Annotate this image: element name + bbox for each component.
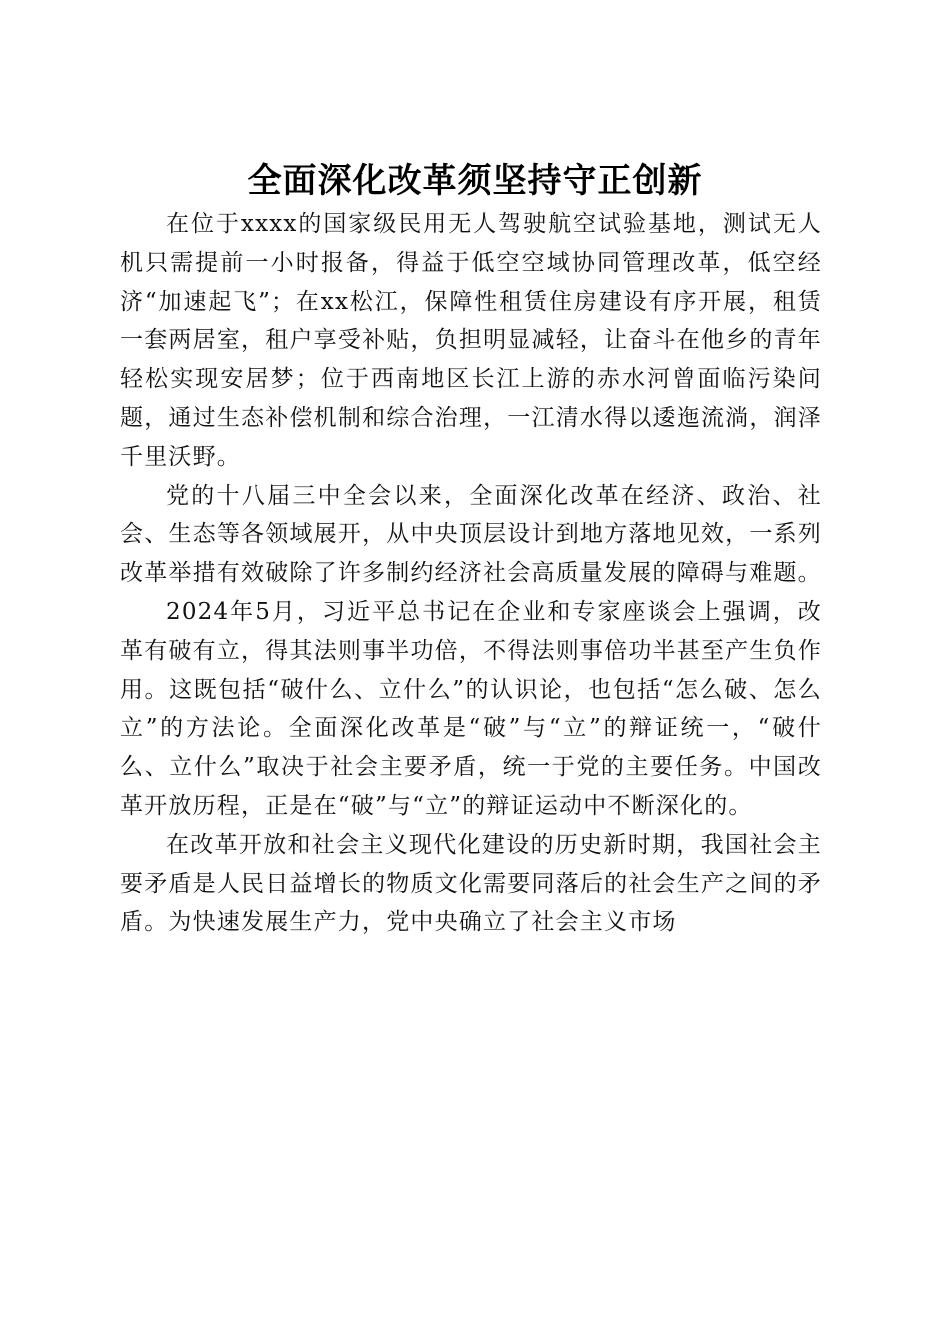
document-title: 全面深化改革须坚持守正创新	[247, 160, 703, 201]
paragraph-2: 党的十八届三中全会以来，全面深化改革在经济、政治、社会、生态等各领域展开，从中央顶层设计到地方落地见效，一系列改革举措有效破除了许多制约经济社会高质量发展的障碍与难题。	[120, 482, 822, 587]
paragraph-4: 在改革开放和社会主义现代化建设的历史新时期，我国社会主要矛盾是人民日益增长的物质文化需要同落后的社会生产之间的矛盾。为快速发展生产力，党中央确立了社会主义市场	[120, 831, 822, 936]
paragraph-3: 2024年5月，习近平总书记在企业和专家座谈会上强调，改革有破有立，得其法则事半功倍，不得法则事倍功半甚至产生负作用。这既包括“破什么、立什么”的认识论，也包括“怎么破、怎么立”的方法论。全面深化改革是“破”与“立”的辩证统一，“破什么、立什么”取决于社会主要矛盾，统一于党的主要任务。中国改革开放历程，正是在“破”与“立”的辩证运动中不断深化的。	[120, 598, 822, 819]
document-body	[120, 205, 822, 942]
paragraph-1: 在位于xxxx的国家级民用无人驾驶航空试验基地，测试无人机只需提前一小时报备，得益于低空空域协同管理改革，低空经济“加速起飞”；在xx松江，保障性租赁住房建设有序开展，租赁一套两居室，租户享受补贴，负担明显减轻，让奋斗在他乡的青年轻松实现安居梦；位于西南地区长江上游的赤水河曾面临污染问题，通过生态补偿机制和综合治理，一江清水得以逶迤流淌，润泽千里沃野。	[120, 211, 822, 470]
